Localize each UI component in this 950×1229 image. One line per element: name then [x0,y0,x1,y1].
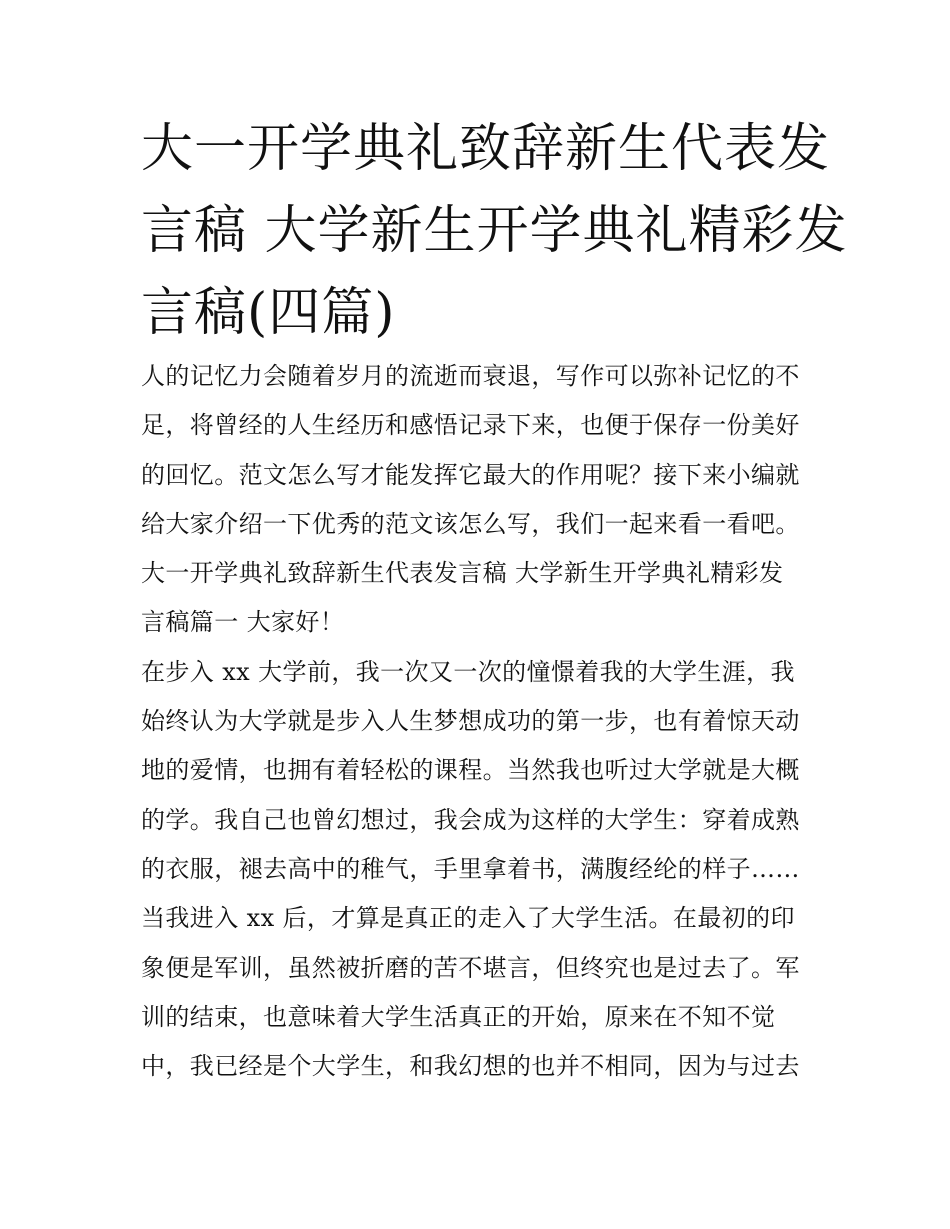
body-line: 始终认为大学就是步入人生梦想成功的第一步，也有着惊天动 [141,707,800,736]
body-line: 给大家介绍一下优秀的范文该怎么写，我们一起来看一看吧。 [141,509,800,538]
body-line: 训的结束，也意味着大学生活真正的开始，原来在不知不觉 [141,1002,776,1031]
body-line: 人的记忆力会随着岁月的流逝而衰退，写作可以弥补记忆的不 [141,362,800,390]
document-body [141,352,821,1091]
title-line: 言稿 大学新生开学典礼精彩发 [141,201,848,261]
body-line: 言稿篇一 大家好！ [141,608,345,637]
body-line: 当我进入 xx 后，才算是真正的走入了大学生活。在最初的印 [141,904,795,933]
body-line: 的衣服，褪去高中的稚气，手里拿着书，满腹经纶的样子…… [141,854,800,883]
body-line: 在步入 xx 大学前，我一次又一次的憧憬着我的大学生涯，我 [141,657,795,686]
document-title [141,108,848,354]
body-line: 足，将曾经的人生经历和感悟记录下来，也便于保存一份美好 [141,411,800,440]
body-line: 大一开学典礼致辞新生代表发言稿 大学新生开学典礼精彩发 [141,559,784,588]
title-line: 言稿(四篇) [141,283,396,343]
body-line: 中，我已经是个大学生，和我幻想的也并不相同，因为与过去 [141,1052,800,1081]
title-line: 大一开学典礼致辞新生代表发 [141,119,831,179]
body-line: 象便是军训，虽然被折磨的苦不堪言，但终究也是过去了。军 [141,953,800,982]
body-line: 的学。我自己也曾幻想过，我会成为这样的大学生：穿着成熟 [141,805,800,834]
body-line: 地的爱情，也拥有着轻松的课程。当然我也听过大学就是大概 [141,756,800,785]
body-line: 的回忆。范文怎么写才能发挥它最大的作用呢？接下来小编就 [141,460,800,489]
